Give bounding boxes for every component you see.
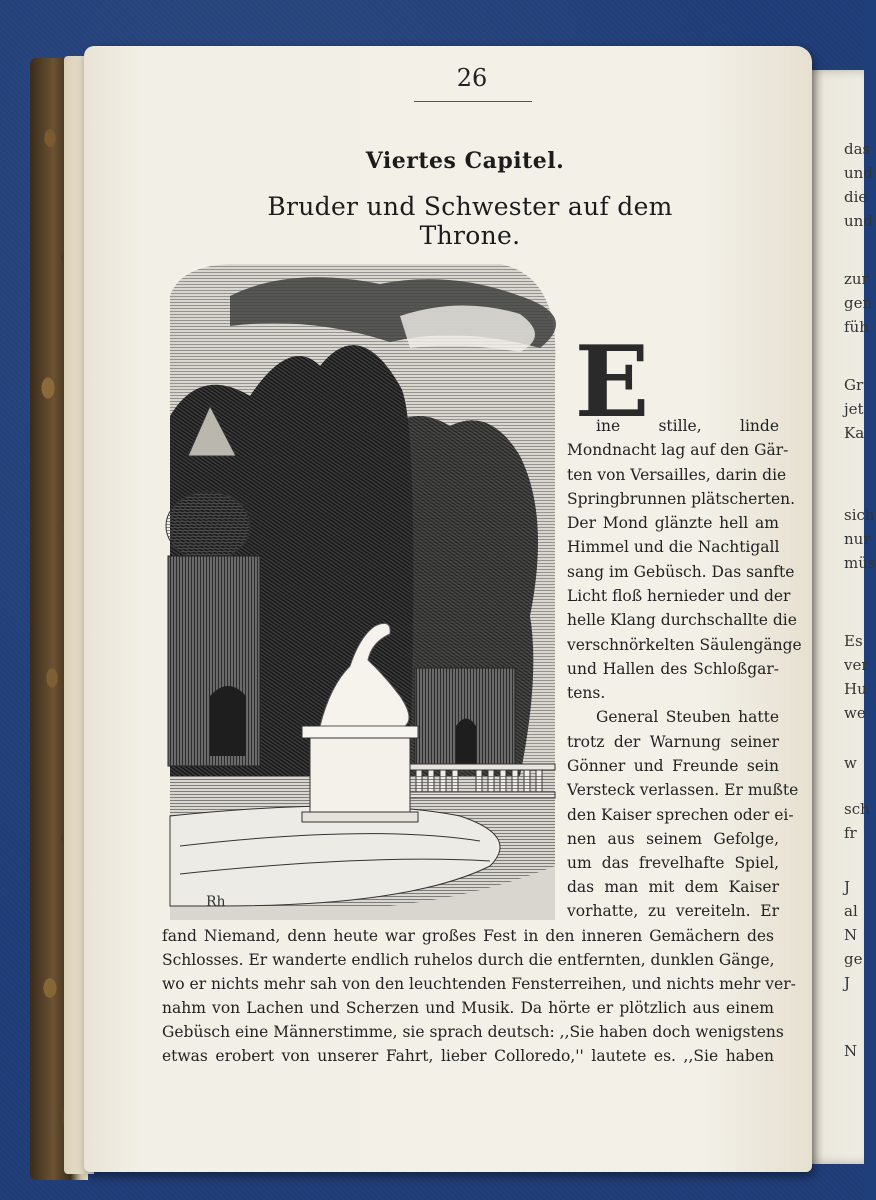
facing-fragment: das <box>844 140 871 158</box>
facing-fragment: al <box>844 902 858 920</box>
text-line: Gönner und Freunde sein <box>567 757 779 775</box>
facing-fragment: gen <box>844 294 873 312</box>
text-line: trotz der Warnung seiner <box>567 733 779 751</box>
facing-fragment: Es <box>844 632 863 650</box>
text-line: Schlosses. Er wanderte endlich ruhelos durch die entfernten, dunklen Gänge, <box>162 951 775 969</box>
garden-statue-engraving <box>160 256 560 920</box>
text-line: fand Niemand, denn heute war großes Fest in den inneren Gemächern des <box>162 927 774 945</box>
facing-fragment: zur <box>844 270 869 288</box>
facing-fragment: N <box>844 1042 858 1060</box>
facing-fragment: ver <box>844 656 869 674</box>
text-line: nahm von Lachen und Scherzen und Musik. Da hörte er plötzlich aus einem <box>162 999 774 1017</box>
text-line: helle Klang durchschallte die <box>567 611 797 629</box>
facing-fragment: J <box>844 974 851 992</box>
pedestal <box>310 736 410 816</box>
facing-fragment: N <box>844 926 858 944</box>
chapter-heading: Viertes Capitel. <box>365 148 565 174</box>
facing-fragment: Ka <box>844 424 865 442</box>
text-line: um das frevelhafte Spiel, <box>567 854 779 872</box>
text-line: das man mit dem Kaiser <box>567 878 779 896</box>
facing-fragment: müs <box>844 554 876 572</box>
facing-fragment: ge <box>844 950 863 968</box>
text-line: Springbrunnen plätscherten. <box>567 490 796 508</box>
text-line: vorhatte, zu vereiteln. Er <box>567 902 779 920</box>
text-line: den Kaiser sprechen oder ei- <box>567 806 794 824</box>
text-line: ten von Versailles, darin die <box>567 466 787 484</box>
facing-fragment: sch <box>844 800 870 818</box>
text-line: tens. <box>567 684 606 702</box>
text-line: Licht floß hernieder und der <box>567 587 791 605</box>
facing-fragment: jet <box>844 400 864 418</box>
facing-fragment: we <box>844 704 866 722</box>
facing-fragment: füh <box>844 318 869 336</box>
facing-fragment: J <box>844 878 851 896</box>
facing-fragment: Gr <box>844 376 864 394</box>
text-line: nen aus seinem Gefolge, <box>567 830 779 848</box>
illustration-signature: Rh <box>206 894 226 910</box>
drop-cap: E <box>574 325 650 440</box>
page-number-rule <box>414 101 532 102</box>
facing-fragment: nur <box>844 530 871 548</box>
text-line: Der Mond glänzte hell am <box>567 514 779 532</box>
text-line: wo er nichts mehr sah von den leuchtenden Fensterreihen, und nichts mehr ver- <box>162 975 796 993</box>
facing-fragment: w <box>844 754 857 772</box>
text-line: Mondnacht lag auf den Gär- <box>567 441 789 459</box>
chapter-title: Bruder und Schwester auf dem Throne. <box>267 192 673 250</box>
facing-fragment: und <box>844 164 873 182</box>
text-line: Himmel und die Nachtigall <box>567 538 780 556</box>
text-line: sang im Gebüsch. Das sanfte <box>567 563 795 581</box>
text-line: verschnörkelten Säulengänge <box>567 636 802 654</box>
facing-fragment: sich <box>844 506 875 524</box>
text-line: Versteck verlassen. Er mußte <box>567 781 799 799</box>
text-line: ine stille, linde <box>596 417 779 435</box>
facing-fragment: die <box>844 188 868 206</box>
facing-page <box>806 70 876 1164</box>
page-number: 26 <box>456 64 488 92</box>
text-line: und Hallen des Schloßgar- <box>567 660 779 678</box>
facing-fragment: und <box>844 212 873 230</box>
text-line: Gebüsch eine Männerstimme, sie sprach deutsch: ,,Sie haben doch wenigstens <box>162 1023 784 1041</box>
topiary <box>166 492 250 560</box>
text-line: etwas erobert von unserer Fahrt, lieber Colloredo,'' lautete es. ,,Sie haben <box>162 1047 774 1065</box>
text-line: General Steuben hatte <box>596 708 779 726</box>
facing-fragment: Hu <box>844 680 867 698</box>
facing-fragment: fr <box>844 824 857 842</box>
